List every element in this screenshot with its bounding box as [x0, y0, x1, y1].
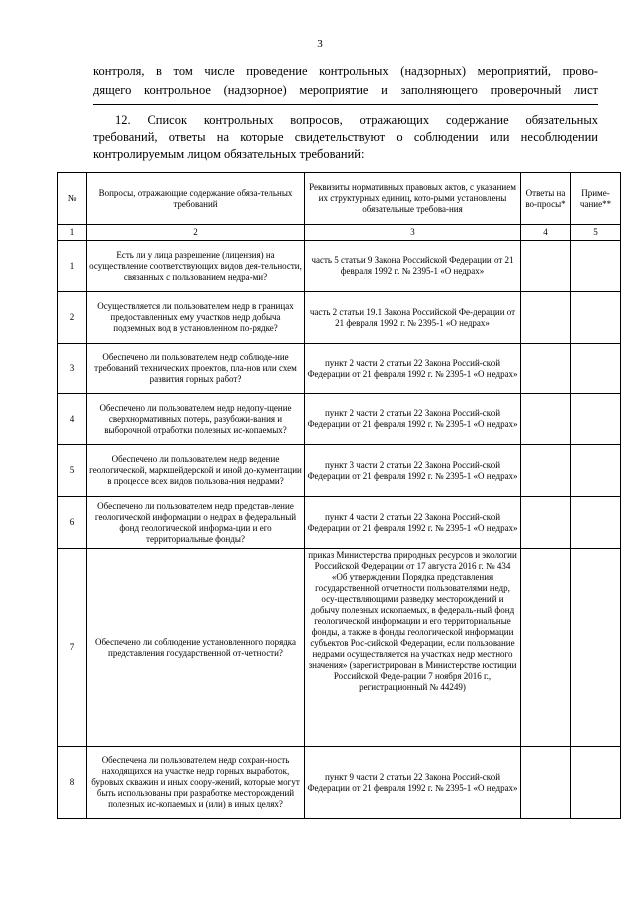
header-notes: Приме-чание** — [571, 173, 621, 225]
question-cell: Обеспечено ли пользователем недр представ-ление геологической информации о недрах в федеральный фонд геологической информа-ции и его территориальные фонды? — [87, 497, 305, 549]
row-number: 4 — [58, 394, 87, 445]
note-cell[interactable] — [571, 549, 621, 747]
page-number: 3 — [317, 38, 323, 50]
row-number: 1 — [58, 241, 87, 292]
note-cell[interactable] — [571, 292, 621, 344]
row-number: 3 — [58, 344, 87, 394]
question-cell: Есть ли у лица разрешение (лицензия) на осуществление соответствующих видов дея-тельности, связанных с пользованием недра-ми? — [87, 241, 305, 292]
answer-cell[interactable] — [521, 241, 571, 292]
col-number: 3 — [305, 225, 521, 241]
note-cell[interactable] — [571, 394, 621, 445]
note-cell[interactable] — [571, 747, 621, 819]
col-number: 4 — [521, 225, 571, 241]
note-cell[interactable] — [571, 445, 621, 497]
requisite-cell: часть 2 статьи 19.1 Закона Российской Фе-дерации от 21 февраля 1992 г. № 2395-1 «О недрах» — [305, 292, 521, 344]
table-header-row — [58, 173, 621, 225]
lead-paragraph — [93, 62, 598, 100]
answer-cell[interactable] — [521, 549, 571, 747]
signature-line — [93, 104, 598, 105]
row-number: 5 — [58, 445, 87, 497]
lead-line-2: дящего контрольное (надзорное) мероприятие и заполняющего проверочный лист — [93, 83, 598, 97]
table-row — [58, 292, 621, 344]
column-number-row — [58, 225, 621, 241]
checklist-table — [57, 172, 621, 819]
section-line-2: требований, ответы на которые свидетельствуют о соблюдении или несоблюдении — [93, 130, 598, 144]
requisite-cell: часть 5 статьи 9 Закона Российской Федерации от 21 февраля 1992 г. № 2395-1 «О недрах» — [305, 241, 521, 292]
note-cell[interactable] — [571, 241, 621, 292]
requisite-cell: пункт 2 части 2 статьи 22 Закона Россий-ской Федерации от 21 февраля 1992 г. № 2395-1 «О недрах» — [305, 394, 521, 445]
table-row — [58, 344, 621, 394]
header-num: № — [58, 173, 87, 225]
answer-cell[interactable] — [521, 497, 571, 549]
section-line-1: 12. Список контрольных вопросов, отражающих содержание обязательных — [115, 113, 598, 127]
question-cell: Осуществляется ли пользователем недр в границах предоставленных ему участков недр добыча подземных вод в установленном по-рядке? — [87, 292, 305, 344]
header-requisites: Реквизиты нормативных правовых актов, с указанием их структурных единиц, кото-рыми установлены обязательные требова-ния — [305, 173, 521, 225]
header-questions: Вопросы, отражающие содержание обяза-тельных требований — [87, 173, 305, 225]
lead-line-1: контроля, в том числе проведение контрольных (надзорных) мероприятий, прово- — [93, 64, 598, 78]
note-cell[interactable] — [571, 344, 621, 394]
question-cell: Обеспечено ли соблюдение установленного порядка представления государственной от-четности? — [87, 549, 305, 747]
requisite-cell: пункт 4 части 2 статьи 22 Закона Россий-ской Федерации от 21 февраля 1992 г. № 2395-1 «О недрах» — [305, 497, 521, 549]
table-row — [58, 445, 621, 497]
requisite-cell: пункт 9 части 2 статьи 22 Закона Россий-ской Федерации от 21 февраля 1992 г. № 2395-1 «О недрах» — [305, 747, 521, 819]
col-number: 5 — [571, 225, 621, 241]
section-line-3: контролируемым лицом обязательных требований: — [93, 147, 365, 161]
col-number: 2 — [87, 225, 305, 241]
requisite-cell: приказ Министерства природных ресурсов и экологии Российской Федерации от 17 августа 2016 г. № 434 «Об утверждении Порядка представления государственной отчетности пользователями недр, осу-ществляющими разведку месторождений и добычу полезных ископаемых, в федераль-ный фонд геологической информации и его территориальные фонды, а также в фонды геологической информации субъектов Рос-сийской Федерации, если пользование недрами осуществляется на участках недр местного значения» (зарегистрирован в Министерстве юстиции Российской Феде-рации 7 ноября 2016 г., регистрационный № 44249) — [305, 549, 521, 747]
col-number: 1 — [58, 225, 87, 241]
table-row — [58, 241, 621, 292]
section-12-heading — [93, 112, 598, 163]
header-answers: Ответы на во-просы* — [521, 173, 571, 225]
table-row — [58, 549, 621, 747]
answer-cell[interactable] — [521, 747, 571, 819]
requisite-cell: пункт 2 части 2 статьи 22 Закона Россий-ской Федерации от 21 февраля 1992 г. № 2395-1 «О недрах» — [305, 344, 521, 394]
question-cell: Обеспечено ли пользователем недр соблюде-ние требований технических проектов, пла-нов или схем развития горных работ? — [87, 344, 305, 394]
question-cell: Обеспечена ли пользователем недр сохран-ность находящихся на участке недр горных выработок, буровых скважин и иных соору-жений, которые могут быть использованы при разработке месторождений полезных ис-копаемых и (или) в иных целях? — [87, 747, 305, 819]
row-number: 6 — [58, 497, 87, 549]
requisite-cell: пункт 3 части 2 статьи 22 Закона Россий-ской Федерации от 21 февраля 1992 г. № 2395-1 «О недрах» — [305, 445, 521, 497]
row-number: 7 — [58, 549, 87, 747]
table-row — [58, 747, 621, 819]
note-cell[interactable] — [571, 497, 621, 549]
row-number: 2 — [58, 292, 87, 344]
answer-cell[interactable] — [521, 445, 571, 497]
table-row — [58, 497, 621, 549]
table-row — [58, 394, 621, 445]
row-number: 8 — [58, 747, 87, 819]
answer-cell[interactable] — [521, 292, 571, 344]
question-cell: Обеспечено ли пользователем недр недопу-щение сверхнормативных потерь, разубожи-вания и выборочной отработки полезных ис-копаемых? — [87, 394, 305, 445]
question-cell: Обеспечено ли пользователем недр ведение геологической, маркшейдерской и иной до-кументации в процессе всех видов пользова-ния недрами? — [87, 445, 305, 497]
answer-cell[interactable] — [521, 344, 571, 394]
answer-cell[interactable] — [521, 394, 571, 445]
